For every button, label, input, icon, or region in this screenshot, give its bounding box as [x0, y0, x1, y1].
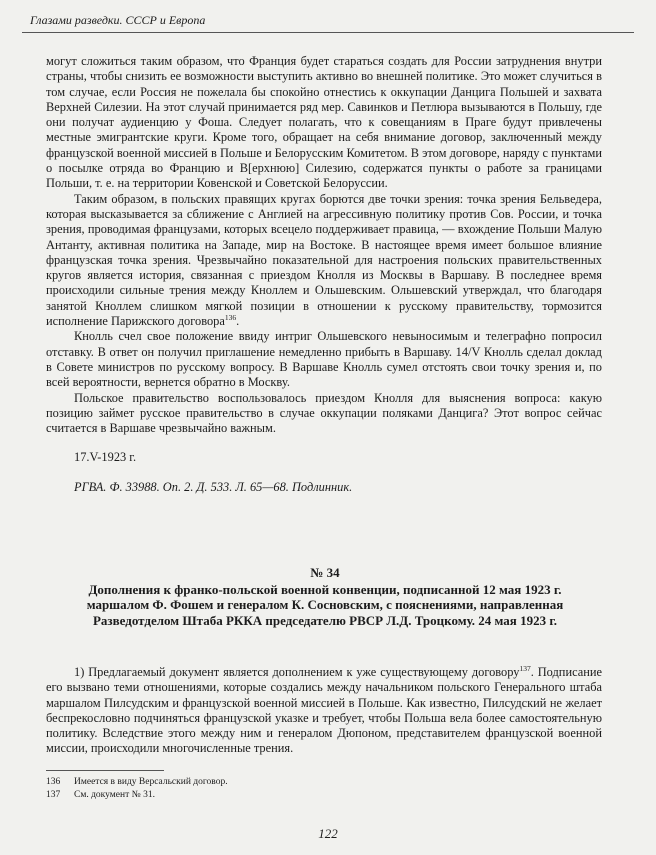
footnote-rule [46, 770, 164, 771]
document-title: Дополнения к франко-польской военной конвенции, подписанной 12 мая 1923 г. маршалом Ф. Фошем и генералом К. Сосновским, с пояснениями, направленная Разведотделом Штаба РККА председателю РВСР Л.Д. Троцкому. 24 мая 1923 г. [86, 581, 564, 628]
paragraph: Таким образом, в польских правящих кругах борются две точки зрения: точка зрения Бельведера, которая высказывается за сближение с Англией на агрессивную политику против Сов. России, и точка зрения, проводимая французами, которых всецело поддерживает правица, — вхождение Польши Малую Антанту, активная политика на Западе, мир на Востоке. В настоящее время имеет большое влияние французская точка зрения. Чрезвычайно показательной для настроения польских правительственных кругов является история, связанная с приездом Кнолля из Москвы в Варшаву. В последнее время происходили сильные трения между Кноллем и Ольшевским. Ольшевский утверждал, что благодаря занятой Кноллем слишком мягкой позиции в отношении к русскому правительству, тормозится исполнение Парижского договора$^{136}$. [46, 191, 602, 329]
footnote-text: См. документ № 31. [74, 790, 155, 800]
main-text [46, 54, 602, 495]
document-date: 17.V-1923 г. [74, 450, 137, 465]
paragraph: Кнолль счел свое положение ввиду интриг Ольшевского невыносимым и телеграфно попросил отставку. В ответ он получил приглашение немедленно прибыть в Варшаву. 14/V Кнолль сделал доклад в Совете министров по русскому вопросу. В Варшаве Кнолль сумел отстоять свои точку зрения и, по всей вероятности, вернется обратно в Москву. [46, 329, 602, 390]
page-number: 122 [318, 826, 338, 841]
footnote-number: 136 [46, 777, 61, 787]
footnote-ref: 137 [519, 663, 531, 673]
footnote [46, 776, 228, 789]
paragraph-text: Таким образом, в польских правящих кругах борются две точки зрения: точка зрения Бельведера, которая высказывается за сближение с Англией на агрессивную политику против Сов. России, и точка зрения, проводимая французами, которых всецело поддерживает правица, — вхождение Польши Малую Антанту, активная политика на Западе, мир на Востоке. В настоящее время имеет большое влияние французская точка зрения. Чрезвычайно показательной для настроения польских правительственных кругов является история, связанная с приездом Кнолля из Москвы в Варшаву. В последнее время происходили сильные трения между Кноллем и Ольшевским. Ольшевский утверждал, что благодаря занятой Кноллем слишком мягкой позиции в отношении к русскому правительству, тормозится исполнение Парижского договора [46, 191, 602, 329]
header-rule [22, 32, 634, 33]
paragraph-text: . Подписание его вызвано теми отношениями, которые создались между начальником польского Генерального штаба маршалом Пилсудским и французской военной миссией в Польше. Как известно, Пилсудский не желает беспрекословно подчиняться французской указке и требует, чтобы Польша вела более самостоятельную политику. Вследствие этого между ним и генералом Дюпоном, представителем французской военной миссии, происходили многочисленные трения. [46, 665, 602, 756]
footnotes [46, 776, 228, 802]
document-body [46, 665, 602, 757]
footnote-number: 137 [46, 790, 61, 800]
paragraph-text: 1) Предлагаемый документ является дополнением к уже существующему договору [74, 665, 520, 679]
document-number: № 34 [310, 565, 340, 580]
footnote-ref: 136 [224, 312, 237, 322]
footnote [46, 789, 228, 802]
paragraph [46, 665, 602, 757]
footnote-text: Имеется в виду Версальский договор. [74, 777, 228, 787]
archive-source: РГВА. Ф. 33988. Оп. 2. Д. 533. Л. 65—68. Подлинник. [74, 479, 353, 494]
paragraph: могут сложиться таким образом, что Франция будет стараться создать для России затруднения внутри страны, чтобы снизить ее возможности выступить активно во внешней политике. Это может случиться в том случае, если Россия не пожелала бы спокойно отнестись к оккупации Данцига Польшей и захвата Верхней Силезии. На этот случай принимается ряд мер. Савинков и Петлюра вызываются в Польшу, где они получат аудиенцию у Фоша. Следует полагать, что к совещаниям в Праге будут привлечены местные эмигрантские круги. Кроме того, обращает на себя внимание договор, заключенный между французской военной миссией в Польше и Белорусским Комитетом. В этом договоре, наряду с пунктами о посылке отряда во Францию и В[ерхнюю] Силезию, содержатся пункты о работе за границами Польши, т. е. на территории Ковенской и Советской Белоруссии. [46, 54, 602, 191]
running-head: Глазами разведки. СССР и Европа [30, 13, 206, 27]
document-heading [60, 565, 590, 628]
paragraph: Польское правительство воспользовалось приездом Кнолля для выяснения вопроса: какую позицию займет русское правительство в случае оккупации поляками Данцига? Этот вопрос сейчас считается в Варшаве чрезвычайно важным. [46, 390, 602, 436]
